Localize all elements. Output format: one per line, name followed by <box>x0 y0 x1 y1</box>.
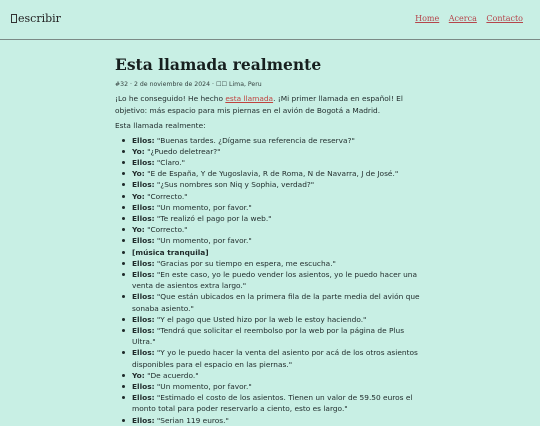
dialog-speaker: Ellos: <box>132 393 155 403</box>
dialog-text: "Correcto." <box>144 191 188 201</box>
dialog-speaker: Ellos: <box>132 202 155 212</box>
dialog-text: "Tendrá que solicitar el reembolso por la web por la página de Plus Ultra." <box>132 325 405 347</box>
dialog-text: "De acuerdo." <box>144 370 199 380</box>
dialog-text: "Un momento, por favor." <box>154 236 252 246</box>
dialog-speaker: Yo: <box>132 191 145 201</box>
dialog-speaker: Yo: <box>132 146 145 156</box>
dialog-line <box>120 314 430 325</box>
dialog-text: "Gracias por su tiempo en espera, me escucha." <box>154 258 336 268</box>
dialog-text: "¿Sus nombres son Niq y Sophia, verdad?" <box>154 180 315 190</box>
intro-text-before: ¡Lo he conseguido! He hecho <box>115 94 226 103</box>
dialog-text: "Buenas tardes. ¿Dígame sua referencia de reserva?" <box>154 135 355 145</box>
dialog-text: "Claro." <box>154 157 186 167</box>
dialog-list <box>115 135 430 426</box>
post-intro <box>115 93 430 116</box>
intro-text-after: . ¡Mi primer llamada en español! El objetivo: más espacio para mis piernas en el avión de Bogotá a Madrid. <box>115 94 403 115</box>
dialog-line <box>120 269 430 291</box>
post-meta: #32 · 2 de noviembre de 2024 · ☐☐ Lima, Peru <box>115 81 262 88</box>
dialog-speaker: Ellos: <box>132 269 155 279</box>
logo-text: escribir <box>18 12 61 25</box>
nav-link-home[interactable]: Home <box>415 14 440 23</box>
dialog-line <box>120 146 430 157</box>
dialog-speaker: Ellos: <box>132 314 155 324</box>
dialog-line <box>120 415 430 426</box>
post-title: Esta llamada realmente <box>115 55 322 74</box>
dialog-speaker: Yo: <box>132 225 145 235</box>
dialog-speaker: Ellos: <box>132 135 155 145</box>
dialog-line <box>120 202 430 213</box>
dialog-line <box>120 370 430 381</box>
dialog-line <box>120 381 430 392</box>
dialog-speaker: Ellos: <box>132 157 155 167</box>
dialog-speaker: Ellos: <box>132 213 155 223</box>
dialog-speaker: Ellos: <box>132 236 155 246</box>
dialog-text: "Y el pago que Usted hizo por la web le estoy haciendo." <box>154 314 367 324</box>
dialog-text: "Un momento, por favor." <box>154 202 252 212</box>
dialog-speaker: Ellos: <box>132 348 155 358</box>
dialog-text: "Un momento, por favor." <box>154 381 252 391</box>
dialog-line <box>120 347 430 369</box>
dialog-speaker: Ellos: <box>132 180 155 190</box>
dialog-text: "¿Puedo deletrear?" <box>144 146 221 156</box>
main-nav <box>408 14 523 23</box>
dialog-text: "En este caso, yo le puedo vender los asientos, yo le puedo hacer una venta de asientos extra largo." <box>132 269 417 291</box>
dialog-line <box>120 168 430 179</box>
dialog-line <box>120 258 430 269</box>
dialog-line <box>120 224 430 235</box>
call-link[interactable]: esta llamada <box>225 94 274 103</box>
site-header <box>0 0 540 40</box>
dialog-line <box>120 135 430 146</box>
dialog-line <box>120 247 430 258</box>
dialog-speaker: Yo: <box>132 169 145 179</box>
dialog-line <box>120 213 430 224</box>
dialog-line <box>120 157 430 168</box>
nav-link-contacto[interactable]: Contacto <box>486 14 523 23</box>
dialog-line <box>120 291 430 313</box>
dialog-speaker: Ellos: <box>132 258 155 268</box>
dialog-speaker: Ellos: <box>132 381 155 391</box>
dialog-text: "Serian 119 euros." <box>154 415 229 425</box>
dialog-line <box>120 235 430 246</box>
missing-glyph-icon <box>11 14 17 23</box>
dialog-lead: Esta llamada realmente: <box>115 121 206 130</box>
dialog-speaker: Ellos: <box>132 292 155 302</box>
dialog-speaker: Ellos: <box>132 415 155 425</box>
site-logo[interactable] <box>11 12 61 25</box>
dialog-text: "Y yo le puedo hacer la venta del asiento por acá de los otros asientos disponibles para el espacio en las piernas." <box>132 348 418 369</box>
dialog-speaker: Ellos: <box>132 325 155 335</box>
dialog-text: "Estimado el costo de los asientos. Tienen un valor de 59.50 euros el monto total para poder reservarlo a ciento, esto es largo." <box>132 393 413 414</box>
dialog-line <box>120 191 430 202</box>
dialog-text: "Que están ubicados en la primera fila de la parte media del avión que sonaba asiento." <box>132 292 420 313</box>
dialog-line <box>120 325 430 347</box>
post-content <box>115 56 430 426</box>
dialog-text: "Te realizó el pago por la web." <box>154 213 272 223</box>
dialog-speaker: [música tranquila] <box>132 247 209 257</box>
nav-link-acerca[interactable]: Acerca <box>448 14 477 23</box>
dialog-speaker: Yo: <box>132 370 145 380</box>
dialog-line <box>120 179 430 190</box>
dialog-text: "Correcto." <box>144 225 188 235</box>
dialog-text: "E de España, Y de Yugoslavia, R de Roma, N de Navarra, J de José." <box>144 169 399 179</box>
dialog-line <box>120 392 430 414</box>
